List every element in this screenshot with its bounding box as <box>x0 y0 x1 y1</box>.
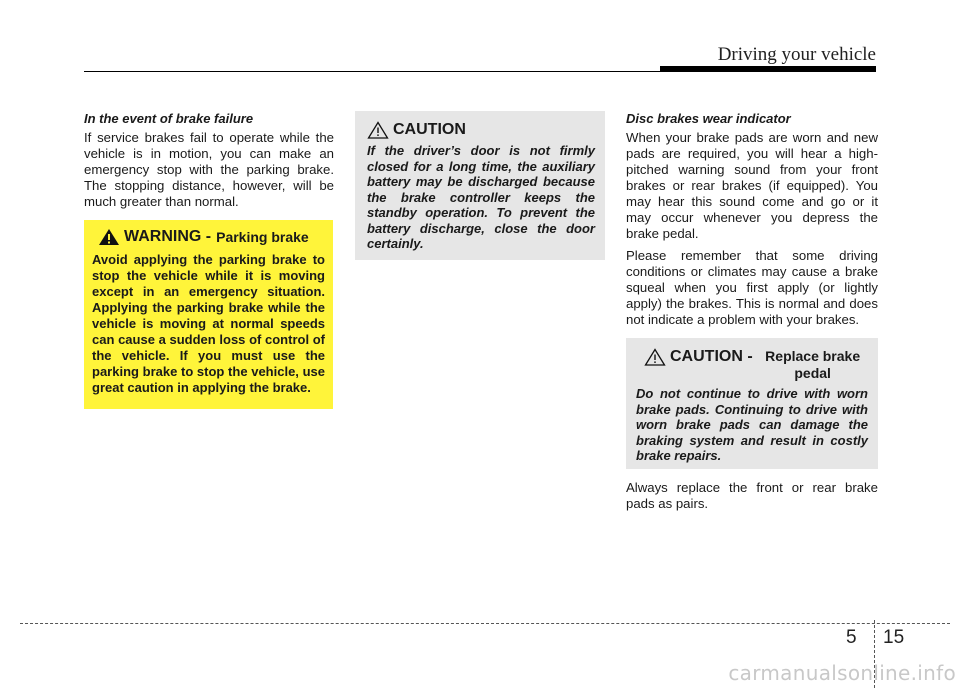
caution-title <box>367 121 595 139</box>
caution-subject-brake-pads: Replace brake pedal <box>765 348 861 381</box>
wear-indicator-paragraph-2: Please remember that some driving conditions or climates may cause a brake squeal when you first apply (or lightly apply) the brakes. This is normal and does not indicate a problem with your brakes. <box>626 248 878 327</box>
caution-icon <box>367 121 389 139</box>
warning-icon <box>98 228 120 246</box>
section-number: 5 <box>846 627 857 648</box>
caution-icon <box>644 348 666 366</box>
caution-title-brake-pads <box>636 348 868 382</box>
page-header-title: Driving your vehicle <box>717 44 876 65</box>
page-number: 15 <box>883 627 905 648</box>
caution-label-brake-pads: CAUTION - <box>670 348 753 365</box>
caution-box-brake-pads <box>626 338 878 469</box>
brake-pads-closing-paragraph: Always replace the front or rear brake pads as pairs. <box>626 480 878 511</box>
warning-subject: Parking brake <box>216 229 309 245</box>
footer-rule <box>20 623 950 624</box>
left-column <box>84 111 334 216</box>
wear-indicator-heading: Disc brakes wear indicator <box>626 111 791 126</box>
caution-text: If the driver’s door is not firmly closed for a long time, the auxiliary battery may be discharged because the brake controller keeps the standby operation. To prevent the battery discharge, close the door certainly. <box>367 143 595 251</box>
right-column <box>626 111 878 334</box>
warning-box-parking-brake <box>84 220 333 409</box>
caution-label: CAUTION <box>393 121 466 138</box>
caution-text-brake-pads: Do not continue to drive with worn brake pads. Continuing to drive with worn brake pads can damage the braking system and result in costly brake repairs. <box>636 386 868 463</box>
warning-title <box>92 228 325 246</box>
brake-failure-heading: In the event of brake failure <box>84 111 254 126</box>
caution-box-auxiliary-battery <box>355 111 605 260</box>
watermark: carmanualsonline.info <box>728 661 956 685</box>
wear-indicator-paragraph-1: When your brake pads are worn and new pads are required, you will hear a high-pitched warning sound from your front brakes or rear brakes (if equipped). You may hear this sound come and go or it may occur whenever you depress the brake pedal. <box>626 130 878 241</box>
brake-failure-paragraph: If service brakes fail to operate while the vehicle is in motion, you can make an emergency stop with the parking brake. The stopping distance, however, will be much greater than normal. <box>84 130 334 209</box>
warning-label: WARNING - <box>124 228 212 245</box>
warning-text: Avoid applying the parking brake to stop the vehicle while it is moving except in an emergency situation. Applying the parking brake while the vehicle is moving at normal speeds can cause a sudden loss of control of the vehicle. If you must use the parking brake to stop the vehicle, use great caution in applying the brake. <box>92 252 325 395</box>
header-rule-accent <box>660 66 876 72</box>
